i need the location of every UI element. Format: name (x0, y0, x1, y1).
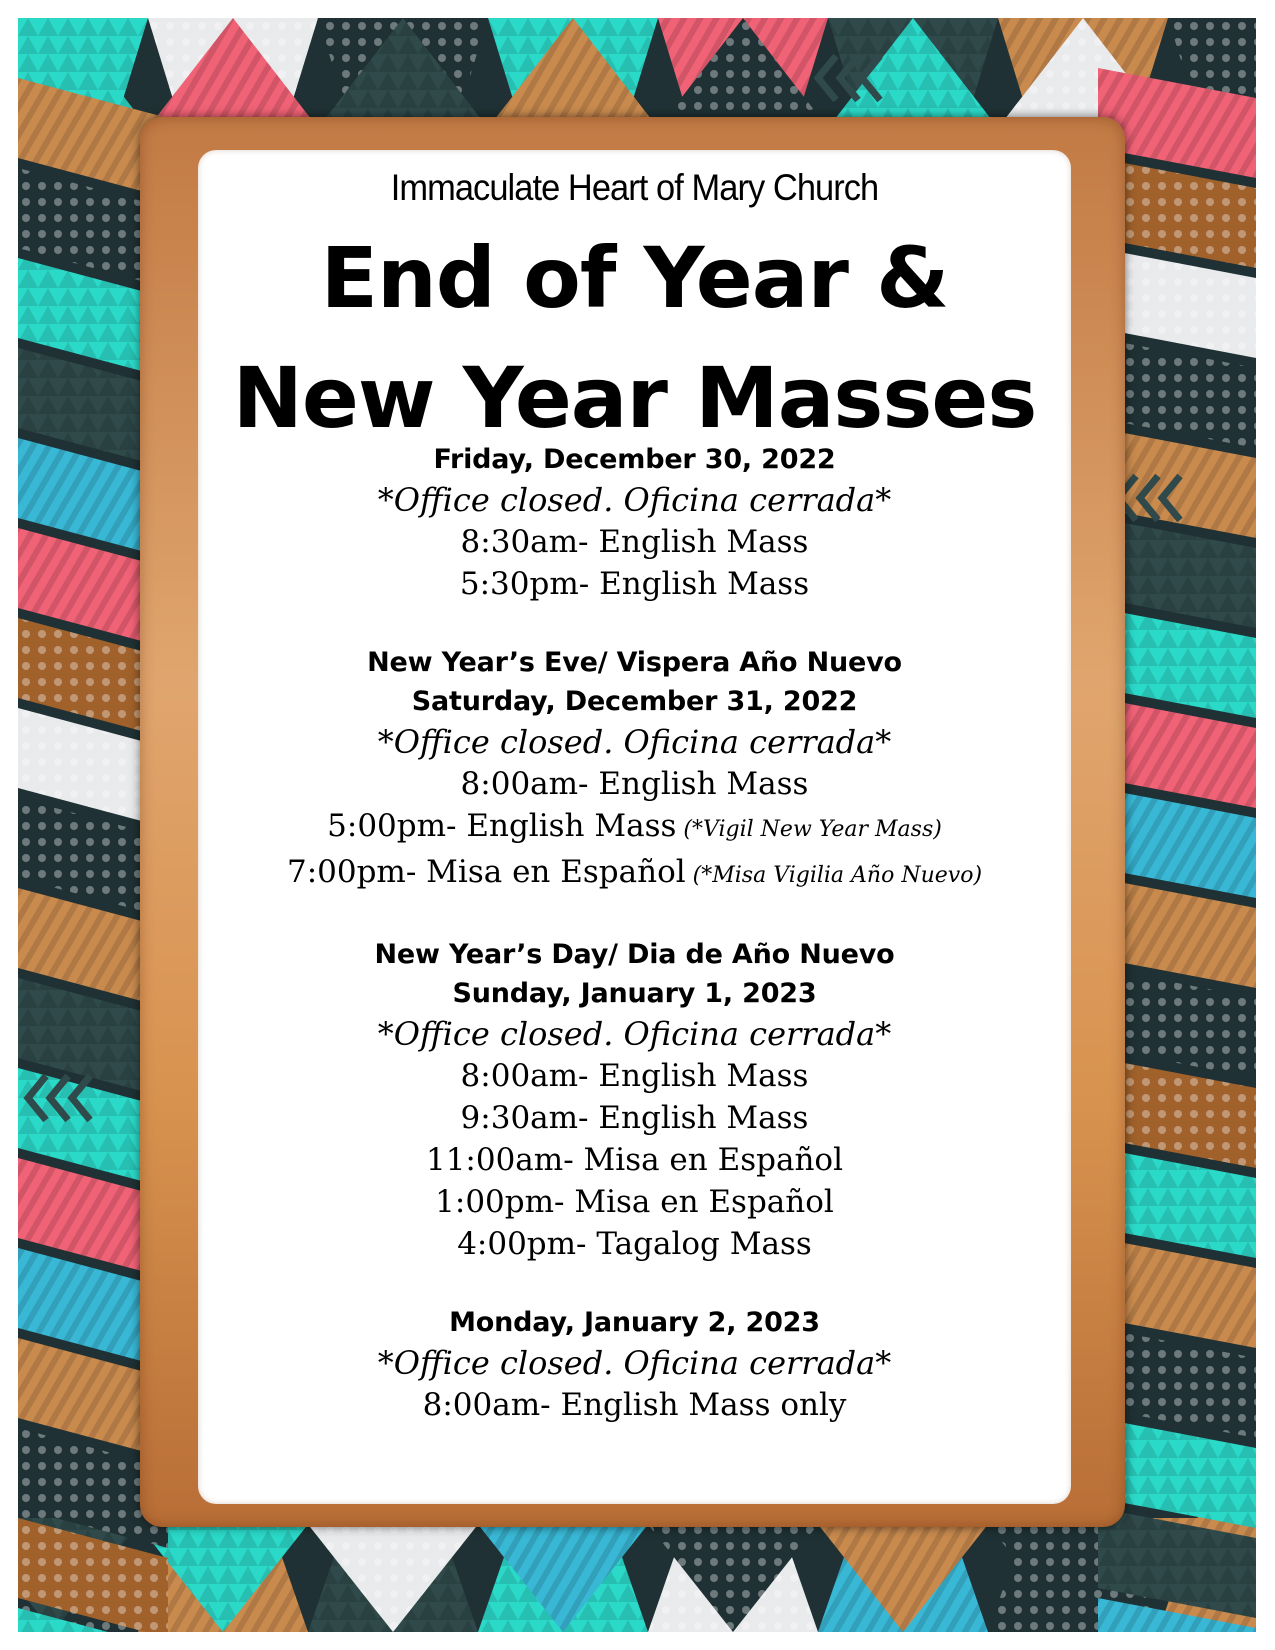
headline-line-1: End of Year & (320, 229, 949, 327)
office-closed-note: *Office closed. Oficina cerrada* (377, 1344, 892, 1382)
day-header: Friday, December 30, 2022 (433, 444, 836, 475)
mass-time-row: 8:00am- English Mass only (422, 1387, 847, 1423)
mass-name: English Mass (598, 766, 809, 802)
day-header: Monday, January 2, 2023 (449, 1307, 820, 1338)
chevron-accent (818, 56, 836, 100)
mass-time-row: 8:30am- English Mass (460, 524, 809, 560)
flyer-card (198, 150, 1071, 1504)
mass-note: (*Vigil New Year Mass) (676, 817, 942, 842)
mass-time: 4:00pm (457, 1226, 577, 1262)
church-name: Immaculate Heart of Mary Church (390, 167, 879, 208)
mass-time-row: 4:00pm- Tagalog Mass (457, 1226, 812, 1262)
mass-name: English Mass (598, 1100, 809, 1136)
mass-time: 1:00pm (435, 1184, 555, 1220)
mass-time: 11:00am (425, 1142, 564, 1178)
office-closed-note: *Office closed. Oficina cerrada* (377, 1015, 892, 1053)
mass-time: 8:30am (460, 524, 579, 560)
mass-time-row: 11:00am- Misa en Español (425, 1142, 844, 1178)
mass-time-row: 1:00pm- Misa en Español (435, 1184, 834, 1220)
mass-time: 9:30am (460, 1100, 579, 1136)
headline-line-2: New Year Masses (232, 349, 1037, 447)
mass-name: English Mass (466, 808, 677, 844)
mass-schedule (198, 440, 1071, 1464)
mass-name: Misa en Español (426, 854, 686, 890)
mass-name: English Mass (599, 566, 810, 602)
mass-name: English Mass (598, 524, 809, 560)
mass-time: 8:00am (422, 1387, 541, 1423)
day-block (198, 935, 1071, 1265)
mass-time-row: 5:30pm- English Mass (459, 566, 810, 602)
office-closed-note: *Office closed. Oficina cerrada* (377, 481, 892, 519)
mass-time-row: 8:00am- English Mass (460, 766, 809, 802)
day-block (198, 440, 1071, 605)
mass-name: Tagalog Mass (596, 1226, 812, 1262)
mass-name: Misa en Español (574, 1184, 834, 1220)
day-block (198, 1303, 1071, 1426)
mass-time-row: 8:00am- English Mass (460, 1058, 809, 1094)
mass-time-row: 7:00pm- Misa en Español (*Misa Vigilia Año Nuevo) (286, 854, 983, 890)
mass-time: 8:00am (460, 766, 579, 802)
mass-time: 7:00pm (286, 854, 406, 890)
mass-name: English Mass (598, 1058, 809, 1094)
mass-time-row: 5:00pm- English Mass (*Vigil New Year Mass) (327, 808, 942, 844)
mass-time: 5:00pm (327, 808, 447, 844)
day-header: New Year’s Day/ Dia de Año Nuevo (374, 939, 895, 970)
mass-name: Misa en Español (583, 1142, 844, 1178)
day-header: New Year’s Eve/ Vispera Año Nuevo (367, 647, 902, 678)
day-header: Saturday, December 31, 2022 (411, 686, 858, 717)
office-closed-note: *Office closed. Oficina cerrada* (377, 723, 892, 761)
mass-time-row: 9:30am- English Mass (460, 1100, 809, 1136)
day-header: Sunday, January 1, 2023 (452, 978, 817, 1009)
mass-time: 8:00am (460, 1058, 579, 1094)
day-block (198, 643, 1071, 897)
mass-time: 5:30pm (459, 566, 579, 602)
mass-note: (*Misa Vigilia Año Nuevo) (685, 863, 983, 888)
mass-name: English Mass only (560, 1387, 847, 1423)
